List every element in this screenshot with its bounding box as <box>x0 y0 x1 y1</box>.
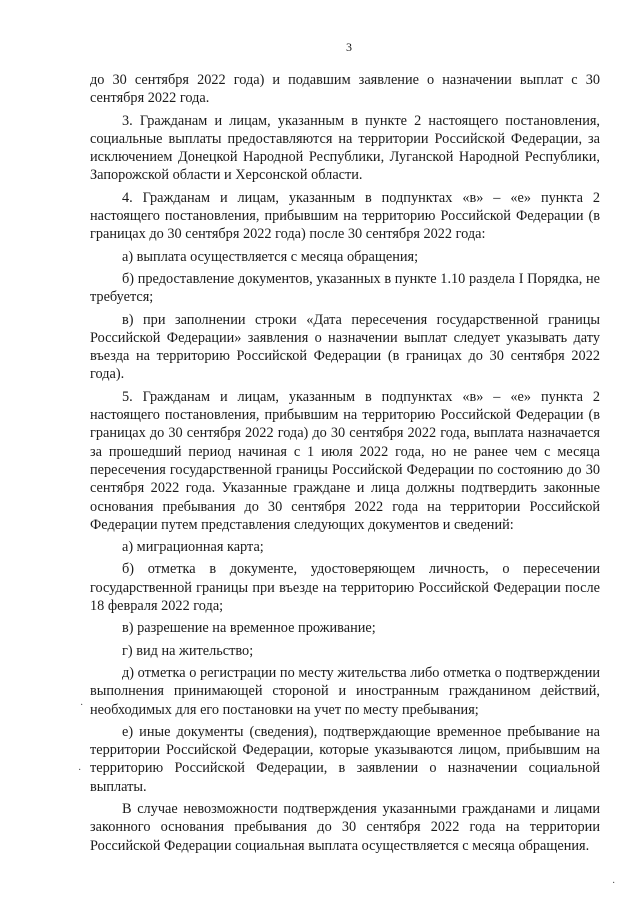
paragraph-item-4: 4. Гражданам и лицам, указанным в подпунктах «в» – «е» пункта 2 настоящего постановления, прибывшим на территорию Российской Федерации (в границах до 30 сентября 2022 года) после 30 сентября 2022 года: <box>90 189 600 243</box>
subitem-5b: б) отметка в документе, удостоверяющем личность, о пересечении государственной границы при въезде на территорию Российской Федерации после 18 февраля 2022 года; <box>90 561 600 615</box>
subitem-4v: в) при заполнении строки «Дата пересечения государственной границы Российской Федерации» заявления о назначении выплат следует указывать дату въезда на территорию Российской Федерации (в границах до 30 сентября 2022 года). <box>90 311 600 383</box>
paragraph-closing: В случае невозможности подтверждения указанными гражданами и лицами законного основания пребывания до 30 сентября 2022 года на территории Российской Федерации социальная выплата осуществляется с месяца обращения. <box>90 800 600 854</box>
page-number: 3 <box>346 40 352 54</box>
scan-dot-mark: · <box>78 765 82 776</box>
subitem-5a: а) миграционная карта; <box>122 539 264 556</box>
paragraph-item-3: 3. Гражданам и лицам, указанным в пункте 2 настоящего постановления, социальные выплаты предоставляются на территории Российской Федерации, за исключением Донецкой Народной Республики, Луганской Народной Республики, Запорожской области и Херсонской области. <box>90 112 600 184</box>
subitem-4b: б) предоставление документов, указанных в пункте 1.10 раздела I Порядка, не требуется; <box>90 270 600 306</box>
scan-dot-mark: · <box>80 700 84 711</box>
subitem-4a: а) выплата осуществляется с месяца обращения; <box>122 248 419 265</box>
subitem-5v: в) разрешение на временное проживание; <box>122 620 376 637</box>
paragraph-continuation: до 30 сентября 2022 года) и подавшим заявление о назначении выплат с 30 сентября 2022 года. <box>90 72 600 107</box>
subitem-5g: г) вид на жительство; <box>122 642 254 659</box>
subitem-5d: д) отметка о регистрации по месту жительства либо отметка о подтверждении выполнения принимающей стороной и иностранным гражданином действий, необходимых для его постановки на учет по месту пребывания; <box>90 664 600 718</box>
scan-dot-mark: · <box>612 878 616 889</box>
subitem-5e: е) иные документы (сведения), подтверждающие временное пребывание на территории Российской Федерации, которые указываются лицом, прибывшим на территорию Российской Федерации, в заявлении о назначении социальной выплаты. <box>90 723 600 795</box>
paragraph-item-5: 5. Гражданам и лицам, указанным в подпунктах «в» – «е» пункта 2 настоящего постановления, прибывшим на территорию Российской Федерации (в границах до 30 сентября 2022 года) до 30 сентября 2022 года, выплата назначается за прошедший период начиная с 1 июля 2022 года, но не ранее чем с месяца пересечения государственной границы Российской Федерации по состоянию до 30 сентября 2022 года. Указанные граждане и лица должны подтвердить законные основания пребывания до 30 сентября 2022 года на территории Российской Федерации путем представления следующих документов и сведений: <box>90 388 600 533</box>
